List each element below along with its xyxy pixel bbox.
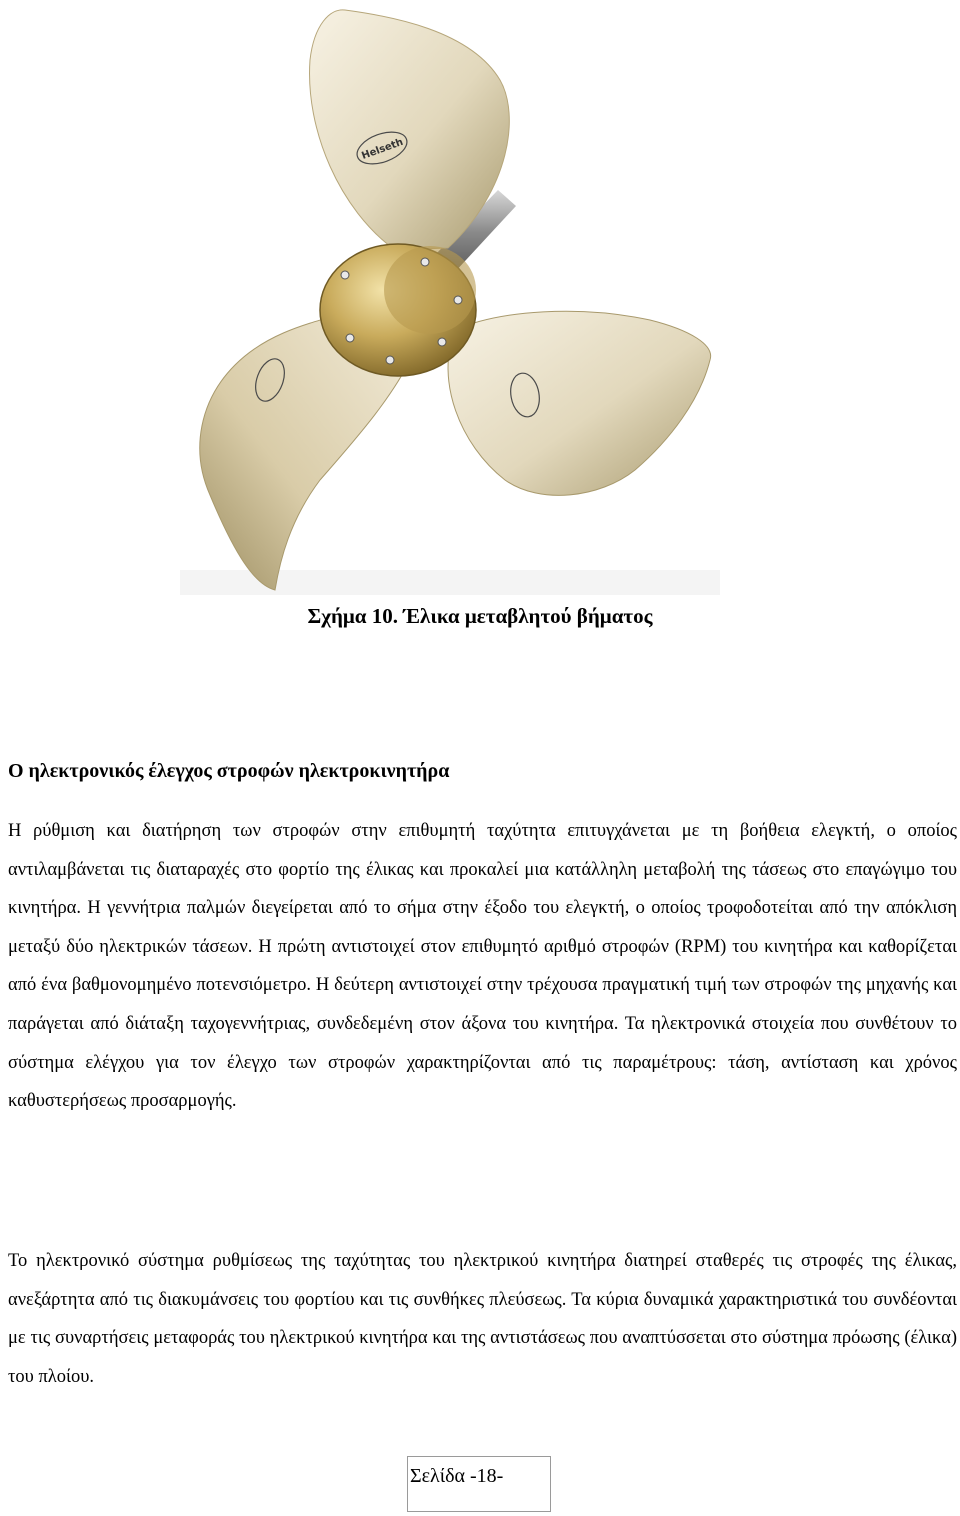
bolt bbox=[386, 356, 394, 364]
paragraph: Το ηλεκτρονικό σύστημα ρυθμίσεως της ταχύτητας του ηλεκτρικού κινητήρα διατηρεί σταθερές τις στροφές της έλικας, ανεξάρτητα από τις διακυμάνσεις του φορτίου και τις συνθήκες πλεύσεως. Τα κύρια δυναμικά χαρακτηριστικά του συνδέονται με τις συναρτήσεις μεταφοράς του ηλεκτρικού κινητήρα και της αντιστάσεως που αναπτύσσεται στο σύστημα πρόωσης (έλικα) του πλοίου. bbox=[8, 1251, 957, 1387]
bolt bbox=[438, 338, 446, 346]
propeller-figure bbox=[180, 0, 720, 595]
blade-right bbox=[448, 311, 711, 495]
page-number: Σελίδα -18- bbox=[407, 1456, 551, 1512]
propeller-image bbox=[180, 0, 720, 595]
bolt bbox=[421, 258, 429, 266]
bolt bbox=[346, 334, 354, 342]
blade-logo-text: Helseth bbox=[360, 136, 405, 162]
section-heading: Ο ηλεκτρονικός έλεγχος στροφών ηλεκτροκινητήρα bbox=[8, 760, 450, 782]
paragraph: Η ρύθμιση και διατήρηση των στροφών στην επιθυμητή ταχύτητα επιτυγχάνεται με τη βοήθεια ελεγκτή, ο οποίος αντιλαμβάνεται τις διαταραχές στο φορτίο της έλικας και προκαλεί μια κατάλληλη μεταβολή της τάσεως στο επαγώγιμο του κινητήρα. Η γεννήτρια παλμών διεγείρεται από το σήμα στην έξοδο του ελεγκτή, ο οποίος τροφοδοτείται από την απόκλιση μεταξύ δύο ηλεκτρικών τάσεων. Η πρώτη αντιστοιχεί στον επιθυμητό αριθμό στροφών (RPM) του κινητήρα και καθορίζεται από ένα βαθμονομημένο ποτενσιόμετρο. Η δεύτερη αντιστοιχεί στην τρέχουσα πραγματική τιμή των στροφών της μηχανής και παράγεται από διάταξη ταχογεννήτριας, συνδεδεμένη στον άξονα του κινητήρα. Τα ηλεκτρονικά στοιχεία που συνθέτουν το σύστημα ελέγχου για τον έλεγχο των στροφών χαρακτηρίζονται από τις παραμέτρους: τάση, αντίσταση και χρόνος καθυστερήσεως προσαρμογής. bbox=[8, 821, 957, 1112]
hub-cap bbox=[384, 246, 476, 334]
bolt bbox=[454, 296, 462, 304]
bolt bbox=[341, 271, 349, 279]
figure-caption: Σχήμα 10. Έλικα μεταβλητού βήματος bbox=[307, 604, 653, 628]
